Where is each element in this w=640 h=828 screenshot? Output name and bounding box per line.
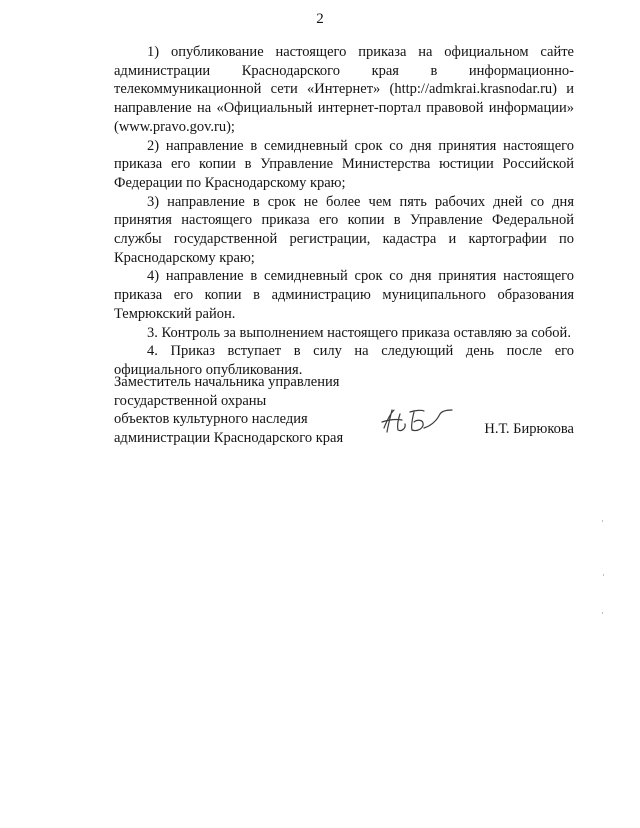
document-body — [114, 43, 574, 380]
paragraph-effective: 4. Приказ вступает в силу на следующий день после его официального опубликования. — [114, 343, 574, 378]
signatory-position-line: Заместитель начальника управления — [114, 374, 340, 390]
paragraph-control: 3. Контроль за выполнением настоящего приказа оставляю за собой. — [147, 324, 571, 341]
signatory-position-line: администрации Краснодарского края — [114, 430, 344, 447]
signatory-position-line: объектов культурного наследия — [114, 411, 308, 428]
handwritten-signature — [378, 406, 458, 436]
paragraph-1: 1) опубликование настоящего приказа на официальном сайте администрации Краснодарского края в информационно-телекоммуникационной сети «Интернет» (http://admkrai.krasnodar.ru) и направление на «Официальный интернет-портал правовой информации» (www.pravo.gov.ru); — [114, 44, 574, 135]
signatory-name: Н.Т. Бирюкова — [484, 421, 574, 437]
paragraph-2: 2) направление в семидневный срок со дня принятия настоящего приказа его копии в Управление Министерства юстиции Российской Федерации по Краснодарскому краю; — [114, 137, 574, 191]
paragraph-3: 3) направление в срок не более чем пять рабочих дней со дня принятия настоящего приказа его копии в Управление Федеральной службы государственной регистрации, кадастра и картографии по Краснодарскому краю; — [114, 193, 574, 266]
scan-artifact — [603, 574, 604, 576]
scan-artifact — [602, 520, 603, 522]
signature-block — [114, 373, 574, 448]
paragraph-4: 4) направление в семидневный срок со дня принятия настоящего приказа его копии в администрацию муниципального образования Темрюкский район. — [114, 268, 574, 322]
page-number: 2 — [316, 11, 324, 27]
scan-artifact — [602, 612, 603, 614]
signatory-position-line: государственной охраны — [114, 392, 267, 409]
